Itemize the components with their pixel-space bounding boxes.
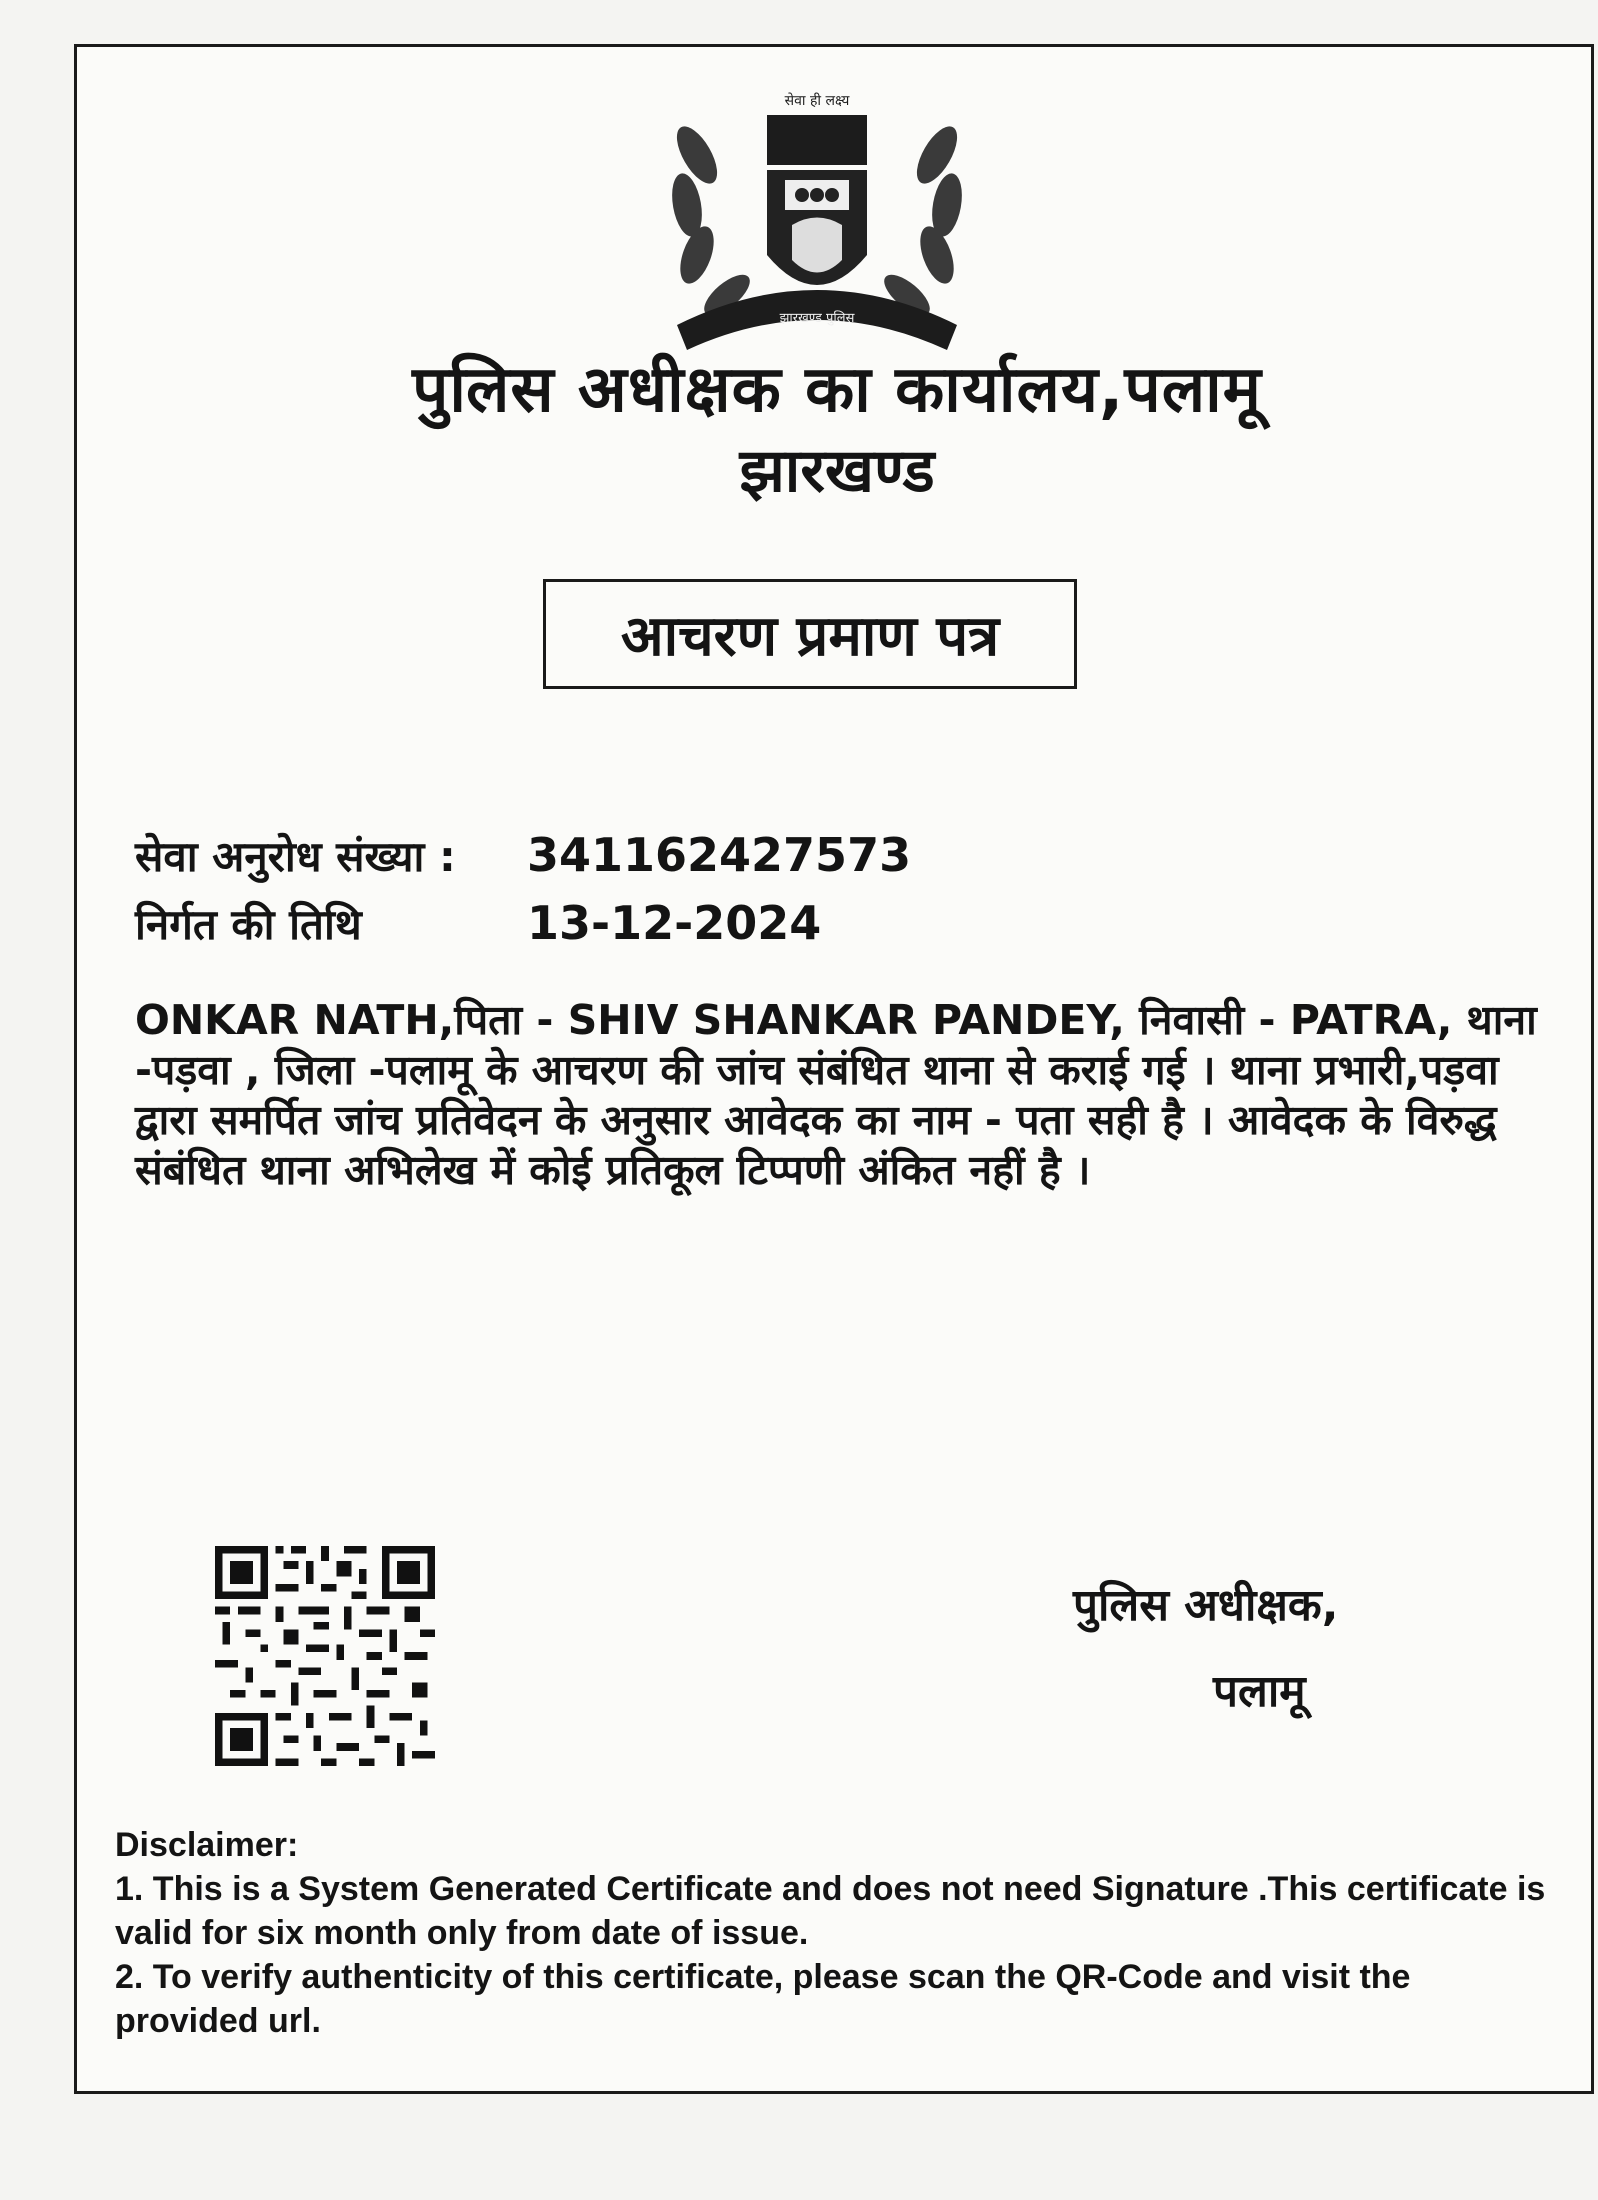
issue-date: 13-12-2024 xyxy=(527,896,822,950)
verification-qr-code[interactable] xyxy=(215,1545,435,1767)
certificate-body: ONKAR NATH,पिता - SHIV SHANKAR PANDEY, निवासी - PATRA, थाना -पड़वा , जिला -पलामू के आचरण की जांच संबंधित थाना से कराई गई । थाना प्रभारी,पड़वा द्वारा समर्पित जांच प्रतिवेदन के अनुसार आवेदक का नाम - पता सही है । आवेदक के विरुद्ध संबंधित थाना अभिलेख में कोई प्रतिकूल टिप्पणी अंकित नहीं है । xyxy=(135,996,1537,1194)
service-request-label: सेवा अनुरोध संख्या : xyxy=(135,832,456,881)
service-request-row xyxy=(135,827,911,884)
disclaimer xyxy=(115,1823,1555,2043)
certificate-title: आचरण प्रमाण पत्र xyxy=(543,579,1077,689)
certificate-sheet xyxy=(74,44,1594,2094)
service-request-number: 341162427573 xyxy=(527,828,912,882)
signatory-district: पलामू xyxy=(1213,1666,1306,1717)
jharkhand-police-emblem xyxy=(657,75,977,375)
emblem-ribbon-text: झारखण्ड पुलिस xyxy=(779,311,855,326)
signatory-designation: पुलिस अधीक्षक, xyxy=(1073,1580,1339,1631)
issue-date-label: निर्गत की तिथि xyxy=(135,900,362,949)
disclaimer-line-2: 2. To verify authenticity of this certificate, please scan the QR-Code and visit the provided url. xyxy=(115,1958,1411,2040)
emblem-motto: सेवा ही लक्ष्य xyxy=(784,93,850,109)
signature-block xyxy=(1073,1563,1338,1735)
disclaimer-line-1: 1. This is a System Generated Certificate and does not need Signature .This certificate is valid for six month only from date of issue. xyxy=(115,1870,1546,1952)
issue-date-row xyxy=(135,895,821,952)
disclaimer-heading: Disclaimer: xyxy=(115,1826,299,1864)
office-title: पुलिस अधीक्षक का कार्यालय,पलामू xyxy=(412,353,1262,427)
office-state: झारखण्ड xyxy=(739,436,935,506)
